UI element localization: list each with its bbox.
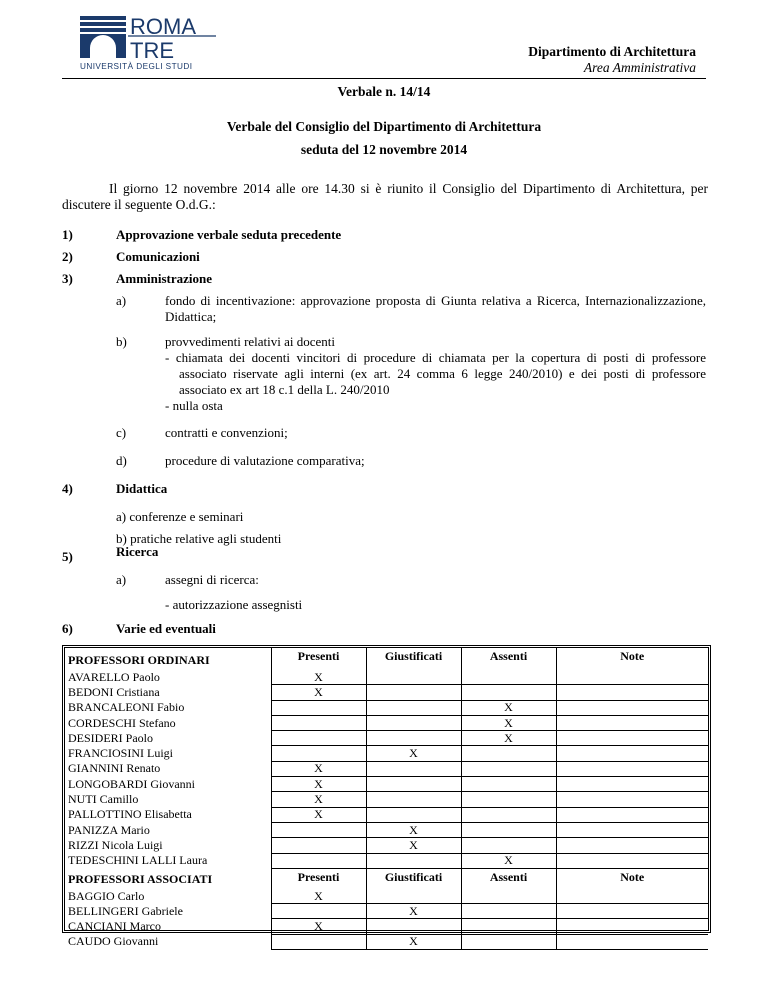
agenda-num-6: 6) bbox=[62, 621, 73, 636]
table-row bbox=[65, 807, 708, 822]
cell-presenti: X bbox=[271, 761, 366, 776]
cell-assenti bbox=[461, 919, 556, 934]
cell-note bbox=[556, 838, 708, 853]
cell-presenti bbox=[271, 904, 366, 919]
cell-giustificati bbox=[366, 919, 461, 934]
attendance-table bbox=[62, 645, 711, 949]
member-name: BRANCALEONI Fabio bbox=[65, 700, 271, 715]
header-divider bbox=[62, 78, 706, 79]
agenda-3d-label: d) bbox=[116, 453, 127, 468]
cell-giustificati bbox=[366, 807, 461, 822]
agenda-4b: b) pratiche relative agli studenti bbox=[116, 531, 282, 546]
verbale-number: Verbale n. 14/14 bbox=[337, 84, 431, 99]
cell-giustificati bbox=[366, 792, 461, 807]
agenda-title-5: Ricerca bbox=[116, 544, 159, 559]
member-name: DESIDERI Paolo bbox=[65, 731, 271, 746]
cell-presenti: X bbox=[271, 777, 366, 792]
cell-presenti: X bbox=[271, 807, 366, 822]
agenda-3a-label: a) bbox=[116, 293, 127, 308]
cell-note bbox=[556, 919, 708, 934]
member-name: CANCIANI Marco bbox=[65, 919, 271, 934]
member-name: BELLINGERI Gabriele bbox=[65, 904, 271, 919]
member-name: FRANCIOSINI Luigi bbox=[65, 746, 271, 761]
agenda-3b-dash-2: - nulla osta bbox=[165, 398, 223, 413]
column-header: Note bbox=[620, 649, 645, 663]
agenda-5a-text: assegni di ricerca: bbox=[165, 572, 259, 587]
section-heading: PROFESSORI ASSOCIATI bbox=[65, 868, 271, 889]
intro-paragraph: Il giorno 12 novembre 2014 alle ore 14.30 si è riunito il Consiglio del Dipartimento di Architettura, per discutere il seguente O.d.G.: bbox=[62, 181, 708, 212]
cell-presenti bbox=[271, 731, 366, 746]
member-name: BAGGIO Carlo bbox=[65, 889, 271, 904]
member-name: PANIZZA Mario bbox=[65, 822, 271, 837]
cell-assenti bbox=[461, 807, 556, 822]
agenda-num-5: 5) bbox=[62, 549, 73, 564]
member-name: LONGOBARDI Giovanni bbox=[65, 777, 271, 792]
table-row bbox=[65, 746, 708, 761]
agenda-3c-label: c) bbox=[116, 425, 127, 440]
cell-giustificati bbox=[366, 853, 461, 868]
cell-presenti bbox=[271, 838, 366, 853]
agenda-title-6: Varie ed eventuali bbox=[116, 621, 216, 636]
cell-note bbox=[556, 746, 708, 761]
cell-assenti bbox=[461, 761, 556, 776]
cell-presenti bbox=[271, 853, 366, 868]
cell-presenti bbox=[271, 746, 366, 761]
table-section-header bbox=[65, 648, 708, 670]
member-name: CORDESCHI Stefano bbox=[65, 715, 271, 730]
cell-note bbox=[556, 934, 708, 949]
agenda-num-2: 2) bbox=[62, 249, 73, 264]
column-header: Giustificati bbox=[366, 868, 461, 889]
document-title: Verbale del Consiglio del Dipartimento di Architettura bbox=[226, 119, 542, 134]
cell-note bbox=[556, 822, 708, 837]
cell-assenti bbox=[461, 685, 556, 700]
agenda-5a-label: a) bbox=[116, 572, 127, 587]
svg-text:TRE: TRE bbox=[130, 38, 174, 63]
university-logo bbox=[78, 14, 218, 72]
cell-giustificati bbox=[366, 670, 461, 685]
cell-note bbox=[556, 715, 708, 730]
member-name: BEDONI Cristiana bbox=[65, 685, 271, 700]
agenda-3c-text: contratti e convenzioni; bbox=[165, 425, 288, 440]
agenda-num-4: 4) bbox=[62, 481, 73, 496]
cell-presenti: X bbox=[271, 670, 366, 685]
department-block bbox=[528, 44, 696, 76]
member-name: PALLOTTINO Elisabetta bbox=[65, 807, 271, 822]
cell-assenti bbox=[461, 792, 556, 807]
cell-assenti bbox=[461, 904, 556, 919]
cell-note bbox=[556, 853, 708, 868]
logo-emblem-icon bbox=[80, 16, 126, 58]
cell-note bbox=[556, 761, 708, 776]
cell-note bbox=[556, 731, 708, 746]
agenda-4a: a) conferenze e seminari bbox=[116, 509, 244, 524]
cell-giustificati bbox=[366, 761, 461, 776]
table-row bbox=[65, 853, 708, 868]
table-row bbox=[65, 715, 708, 730]
cell-presenti bbox=[271, 715, 366, 730]
svg-text:ROMA: ROMA bbox=[130, 14, 196, 39]
member-name: CAUDO Giovanni bbox=[65, 934, 271, 949]
agenda-num-3: 3) bbox=[62, 271, 73, 286]
table-row bbox=[65, 761, 708, 776]
cell-note bbox=[556, 700, 708, 715]
agenda-3b-block bbox=[165, 334, 706, 414]
svg-text:UNIVERSITÀ DEGLI STUDI: UNIVERSITÀ DEGLI STUDI bbox=[80, 62, 192, 71]
cell-note bbox=[556, 670, 708, 685]
cell-assenti bbox=[461, 822, 556, 837]
column-header: Giustificati bbox=[366, 648, 461, 670]
agenda-title-4: Didattica bbox=[116, 481, 168, 496]
table-row bbox=[65, 934, 708, 949]
column-header: Assenti bbox=[461, 648, 556, 670]
agenda-3b-dash-1: - chiamata dei docenti vincitori di procedure di chiamata per la copertura di posti di professore associato riservate agli interni (ex art. 24 comma 6 legge 240/2010) e dei posti di professore associato ex art 18 c.1 della L. 240/2010 bbox=[165, 350, 706, 397]
table-row bbox=[65, 685, 708, 700]
agenda-num-1: 1) bbox=[62, 227, 73, 242]
cell-giustificati: X bbox=[366, 838, 461, 853]
cell-giustificati: X bbox=[366, 904, 461, 919]
cell-assenti bbox=[461, 934, 556, 949]
section-heading: PROFESSORI ORDINARI bbox=[65, 648, 271, 670]
table-row bbox=[65, 919, 708, 934]
member-name: AVARELLO Paolo bbox=[65, 670, 271, 685]
agenda-3a-text: fondo di incentivazione: approvazione proposta di Giunta relativa a Ricerca, Internazionalizzazione, Didattica; bbox=[165, 293, 706, 324]
cell-note bbox=[556, 807, 708, 822]
table-row bbox=[65, 904, 708, 919]
cell-assenti bbox=[461, 670, 556, 685]
cell-giustificati: X bbox=[366, 746, 461, 761]
agenda-3d-text: procedure di valutazione comparativa; bbox=[165, 453, 365, 468]
cell-presenti bbox=[271, 822, 366, 837]
table-row bbox=[65, 889, 708, 904]
agenda-title-3: Amministrazione bbox=[116, 271, 213, 286]
cell-giustificati bbox=[366, 685, 461, 700]
member-name: NUTI Camillo bbox=[65, 792, 271, 807]
cell-note bbox=[556, 792, 708, 807]
column-header: Presenti bbox=[271, 648, 366, 670]
cell-note bbox=[556, 685, 708, 700]
cell-assenti bbox=[461, 746, 556, 761]
cell-giustificati bbox=[366, 731, 461, 746]
cell-assenti: X bbox=[461, 731, 556, 746]
cell-presenti: X bbox=[271, 685, 366, 700]
cell-presenti: X bbox=[271, 889, 366, 904]
cell-note bbox=[556, 889, 708, 904]
table-row bbox=[65, 792, 708, 807]
cell-presenti bbox=[271, 934, 366, 949]
cell-assenti bbox=[461, 889, 556, 904]
table-row bbox=[65, 670, 708, 685]
member-name: RIZZI Nicola Luigi bbox=[65, 838, 271, 853]
cell-assenti: X bbox=[461, 715, 556, 730]
member-name: GIANNINI Renato bbox=[65, 761, 271, 776]
cell-giustificati: X bbox=[366, 822, 461, 837]
agenda-3b-label: b) bbox=[116, 334, 127, 349]
column-header: Presenti bbox=[271, 868, 366, 889]
agenda-3b-text: provvedimenti relativi ai docenti bbox=[165, 334, 336, 349]
cell-giustificati bbox=[366, 777, 461, 792]
cell-note bbox=[556, 777, 708, 792]
department-name: Dipartimento di Architettura bbox=[528, 44, 696, 59]
cell-assenti: X bbox=[461, 853, 556, 868]
department-area: Area Amministrativa bbox=[583, 60, 696, 75]
agenda-title-2: Comunicazioni bbox=[116, 249, 200, 264]
table-row bbox=[65, 777, 708, 792]
table-row bbox=[65, 822, 708, 837]
cell-giustificati bbox=[366, 715, 461, 730]
table-row bbox=[65, 700, 708, 715]
session-date: seduta del 12 novembre 2014 bbox=[300, 142, 468, 157]
table-row bbox=[65, 838, 708, 853]
cell-giustificati: X bbox=[366, 934, 461, 949]
agenda-5-sub: - autorizzazione assegnisti bbox=[165, 597, 303, 612]
cell-assenti bbox=[461, 838, 556, 853]
cell-assenti bbox=[461, 777, 556, 792]
column-header: Note bbox=[620, 869, 645, 884]
table-section-header bbox=[65, 868, 708, 889]
cell-note bbox=[556, 904, 708, 919]
cell-presenti: X bbox=[271, 792, 366, 807]
cell-assenti: X bbox=[461, 700, 556, 715]
cell-presenti: X bbox=[271, 919, 366, 934]
member-name: TEDESCHINI LALLI Laura bbox=[65, 853, 271, 868]
cell-giustificati bbox=[366, 700, 461, 715]
table-row bbox=[65, 731, 708, 746]
agenda-title-1: Approvazione verbale seduta precedente bbox=[116, 227, 342, 242]
cell-giustificati bbox=[366, 889, 461, 904]
column-header: Assenti bbox=[461, 868, 556, 889]
cell-presenti bbox=[271, 700, 366, 715]
